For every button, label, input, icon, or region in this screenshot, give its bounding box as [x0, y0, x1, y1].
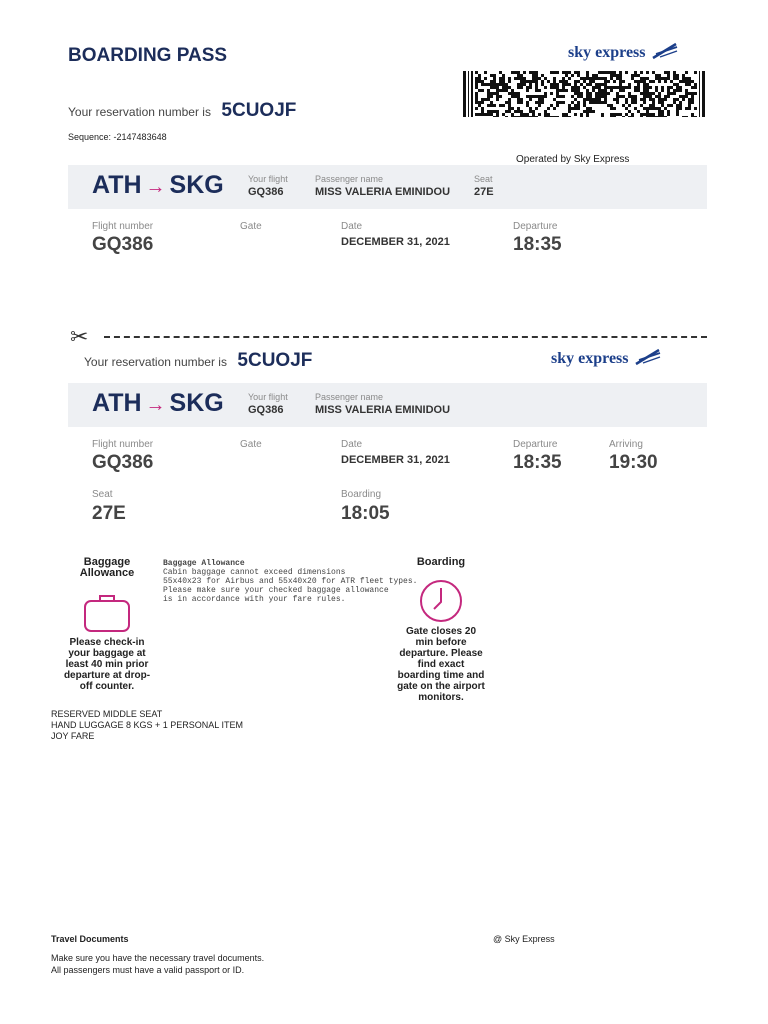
date-value: DECEMBER 31, 2021	[341, 236, 450, 248]
stub-flight-number-value: GQ386	[92, 452, 154, 473]
stub-arrow-right-icon: →	[145, 394, 166, 416]
baggage-details-title: Baggage Allowance	[163, 559, 245, 568]
cut-line	[104, 336, 707, 338]
stub-departure-label: Departure	[513, 439, 558, 450]
baggage-heading: Baggage Allowance	[79, 556, 135, 579]
operated-by: Operated by Sky Express	[516, 154, 630, 165]
flight-number-value: GQ386	[92, 234, 154, 255]
stub-date-label: Date	[341, 439, 363, 450]
baggage-caption: Please check-in your baggage at least 40 min prior departure at drop- off counter.	[63, 637, 151, 692]
departure-value: 18:35	[513, 234, 562, 255]
stub-destination-code: SKG	[169, 389, 224, 417]
route	[92, 171, 224, 200]
stub-logo-text: sky express	[551, 350, 629, 367]
stub-arriving-label: Arriving	[609, 439, 643, 450]
passenger-name-label: Passenger name	[315, 174, 384, 184]
stub-boarding-label: Boarding	[341, 489, 382, 500]
reservation-row	[68, 100, 296, 122]
passenger-name-value: MISS VALERIA EMINIDOU	[315, 186, 451, 198]
gate-label: Gate	[240, 221, 262, 232]
stub-reservation-number: 5CUOJF	[237, 350, 313, 371]
travel-docs-title: Travel Documents	[51, 934, 129, 944]
reservation-label: Your reservation number is	[68, 105, 211, 119]
copyright-text: @ Sky Express	[493, 934, 555, 944]
destination-code: SKG	[169, 171, 224, 199]
your-flight-value: GQ386	[248, 186, 284, 198]
boarding-caption: Gate closes 20 min before departure. Please find exact boarding time and gate on the airport monitors.	[397, 626, 485, 703]
baggage-details-text: Cabin baggage cannot exceed dimensions 55x40x23 for Airbus and 55x40x20 for ATR fleet types. Please make sure your checked baggage allowance is in accordance with your fare rules.	[163, 568, 418, 604]
travel-docs-line2: All passengers must have a valid passport or ID.	[51, 965, 245, 975]
stub-your-flight-label: Your flight	[248, 392, 288, 402]
logo-wings-icon	[652, 42, 678, 60]
date-label: Date	[341, 221, 363, 232]
barcode	[463, 71, 705, 117]
stub-gate-label: Gate	[240, 439, 262, 450]
suitcase-icon	[83, 593, 131, 633]
stub-arriving-value: 19:30	[609, 452, 658, 473]
stub-seat-label: Seat	[92, 489, 113, 500]
stub-passenger-name-value: MISS VALERIA EMINIDOU	[315, 404, 451, 416]
stub-departure-value: 18:35	[513, 452, 562, 473]
stub-passenger-name-label: Passenger name	[315, 392, 384, 402]
your-flight-label: Your flight	[248, 174, 288, 184]
sequence-text: Sequence: -2147483648	[68, 132, 167, 142]
departure-label: Departure	[513, 221, 558, 232]
extra-item: RESERVED MIDDLE SEAT	[51, 709, 163, 719]
stub-origin-code: ATH	[92, 389, 142, 417]
logo-text: sky express	[568, 44, 646, 61]
stub-flight-number-label: Flight number	[92, 439, 154, 450]
clock-icon	[418, 578, 464, 624]
sky-express-logo	[568, 44, 678, 68]
flight-number-label: Flight number	[92, 221, 154, 232]
arrow-right-icon: →	[145, 176, 166, 198]
travel-docs-line1: Make sure you have the necessary travel documents.	[51, 953, 265, 963]
stub-reservation-row	[84, 350, 312, 372]
extra-item: HAND LUGGAGE 8 KGS + 1 PERSONAL ITEM	[51, 720, 243, 730]
scissors-icon: ✂	[70, 324, 89, 349]
page-title: BOARDING PASS	[68, 45, 228, 66]
reservation-number: 5CUOJF	[221, 100, 297, 121]
stub-reservation-label: Your reservation number is	[84, 355, 227, 369]
stub-your-flight-value: GQ386	[248, 404, 284, 416]
stub-route	[92, 389, 224, 418]
seat-label: Seat	[474, 174, 493, 184]
stub-date-value: DECEMBER 31, 2021	[341, 454, 450, 466]
seat-value: 27E	[474, 186, 494, 198]
stub-sky-express-logo	[551, 350, 661, 374]
stub-boarding-value: 18:05	[341, 503, 390, 524]
boarding-heading: Boarding	[416, 556, 466, 568]
stub-seat-value: 27E	[92, 503, 126, 524]
extra-item: JOY FARE	[51, 731, 95, 741]
extras-list	[51, 709, 243, 742]
stub-logo-wings-icon	[635, 348, 661, 366]
origin-code: ATH	[92, 171, 142, 199]
